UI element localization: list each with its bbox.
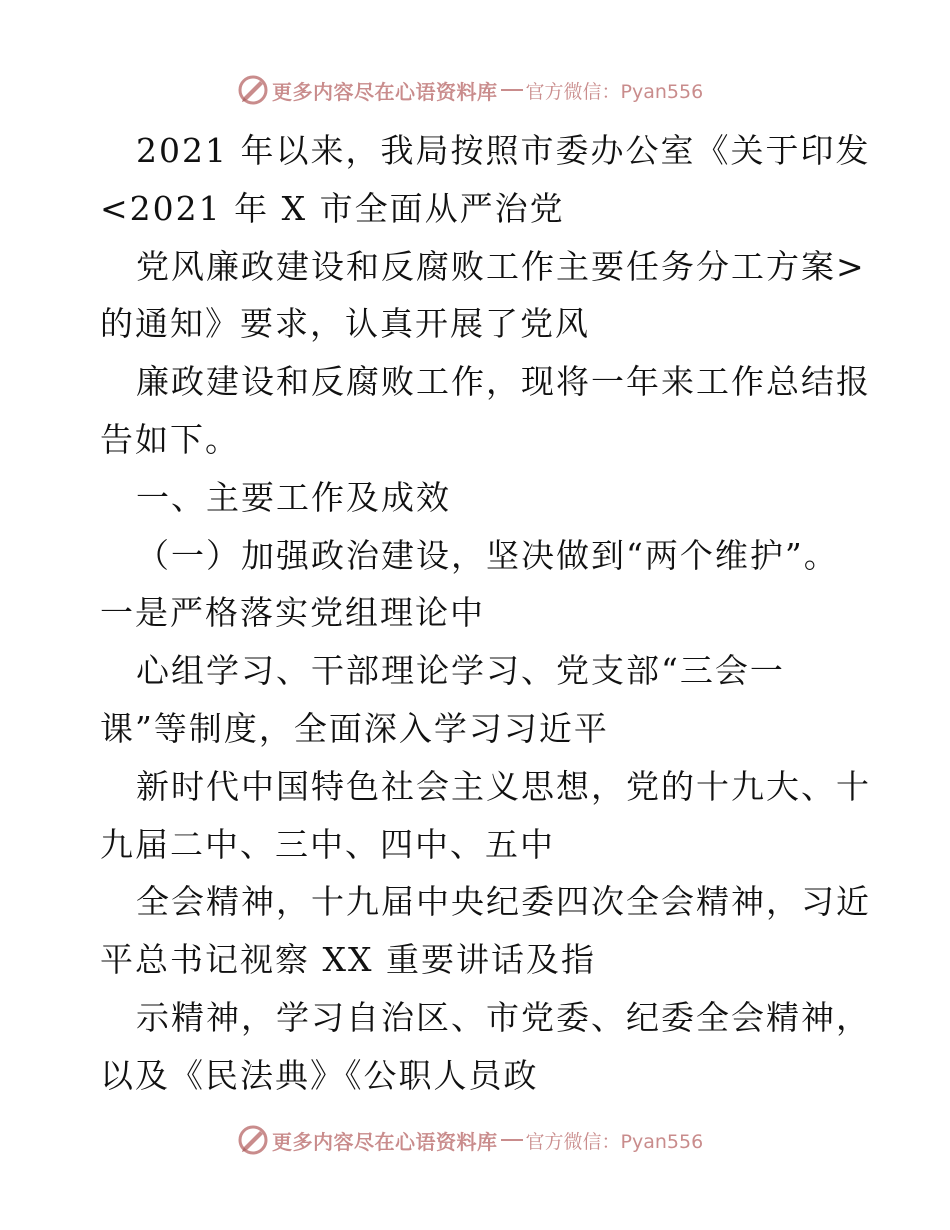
section-heading: 一、主要工作及成效 bbox=[136, 477, 451, 517]
text-line: 课”等制度，全面深入学习习近平 bbox=[100, 708, 609, 748]
text-line: 2021 年以来，我局按照市委办公室《关于印发 bbox=[136, 131, 871, 170]
text-line: 九届二中、三中、四中、五中 bbox=[100, 824, 555, 864]
text-line: 一是严格落实党组理论中 bbox=[100, 593, 485, 633]
watermark-sub-text: 官方微信：Pyan556 bbox=[525, 80, 704, 103]
text-line: 的通知》要求，认真开展了党风 bbox=[100, 304, 590, 344]
watermark-separator bbox=[501, 89, 523, 91]
pen-logo-icon bbox=[236, 73, 270, 107]
text-line: 党风廉政建设和反腐败工作主要任务分工方案> bbox=[136, 246, 866, 286]
footer-watermark bbox=[236, 1122, 703, 1158]
text-line: 廉政建设和反腐败工作，现将一年来工作总结报 bbox=[136, 362, 871, 402]
document-body bbox=[100, 122, 871, 1105]
text-line: 新时代中国特色社会主义思想，党的十九大、十 bbox=[136, 766, 871, 806]
text-line: 平总书记视察 XX 重要讲话及指 bbox=[100, 940, 596, 980]
subsection-heading: （一）加强政治建设，坚决做到“两个维护”。 bbox=[136, 535, 839, 575]
text-line: 以及《民法典》《公职人员政 bbox=[100, 1055, 539, 1095]
watermark-main-text: 更多内容尽在心语资料库 bbox=[272, 1129, 498, 1154]
text-line: <2021 年 X 市全面从严治党 bbox=[100, 188, 565, 228]
text-line: 告如下。 bbox=[100, 419, 240, 459]
text-line: 全会精神，十九届中央纪委四次全会精神，习近 bbox=[136, 882, 871, 922]
watermark-separator bbox=[501, 1139, 523, 1141]
header-watermark bbox=[236, 72, 703, 108]
watermark-main-text: 更多内容尽在心语资料库 bbox=[272, 79, 498, 104]
pen-logo-icon bbox=[236, 1123, 270, 1157]
text-line: 心组学习、干部理论学习、党支部“三会一 bbox=[136, 651, 785, 691]
text-line: 示精神，学习自治区、市党委、纪委全会精神， bbox=[136, 997, 871, 1037]
watermark-sub-text: 官方微信：Pyan556 bbox=[525, 1130, 704, 1153]
